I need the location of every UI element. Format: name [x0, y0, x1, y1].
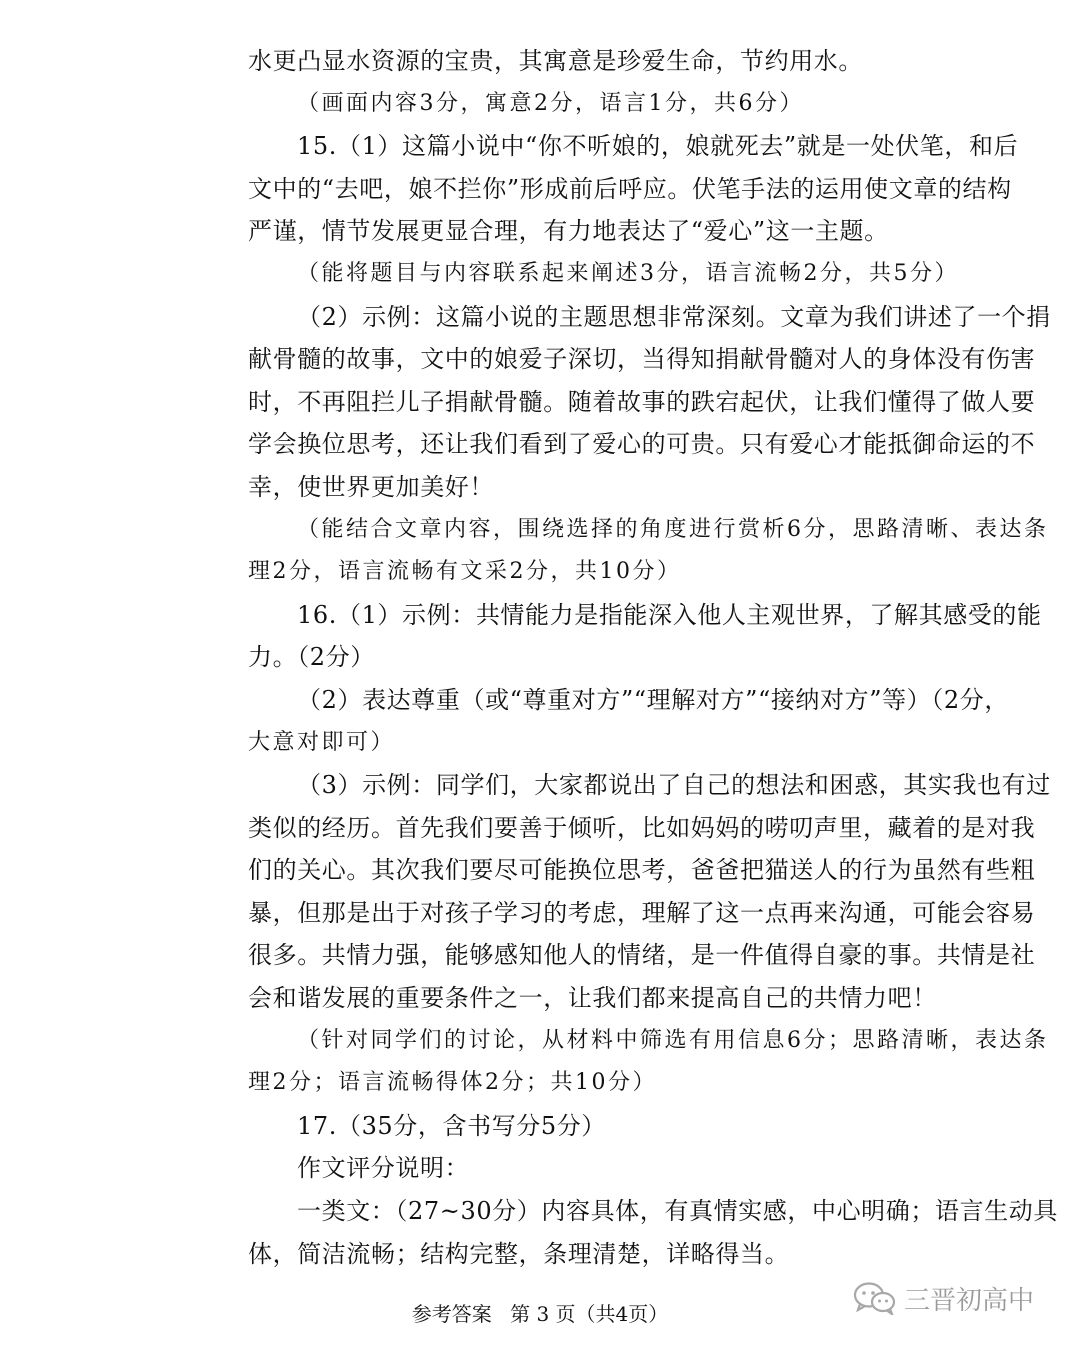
text-line: 力。（2分） — [248, 643, 375, 672]
scoring-note-line: （针对同学们的讨论，从材料中筛选有用信息6分；思路清晰，表达条 — [297, 1027, 1049, 1053]
text-line: 作文评分说明： — [297, 1154, 470, 1183]
text-line: （3）示例：同学们，大家都说出了自己的想法和困惑，其实我也有过 — [297, 771, 1051, 800]
text-line: 类似的经历。首先我们要善于倾听，比如妈妈的唠叨声里，藏着的是对我 — [248, 813, 1036, 842]
text-line: 一类文：（27~30分）内容具体，有真情实感，中心明确；语言生动具 — [297, 1197, 1058, 1226]
wechat-icon — [852, 1281, 898, 1315]
text-line: （2）表达尊重（或“尊重对方”“理解对方”“接纳对方”等）（2分， — [297, 685, 1009, 714]
text-line: 17.（35分，含书写分5分） — [297, 1111, 606, 1140]
scoring-note-line: （能结合文章内容，围绕选择的角度进行赏析6分，思路清晰、表达条 — [297, 516, 1049, 542]
answer-document — [248, 40, 1060, 1275]
footer-label: 参考答案 — [411, 1302, 492, 1326]
text-line: 们的关心。其次我们要尽可能换位思考，爸爸把猫送人的行为虽然有些粗 — [248, 856, 1036, 885]
text-line: 15.（1）这篇小说中“你不听娘的，娘就死去”就是一处伏笔，和后 — [297, 132, 1019, 161]
text-line: 16.（1）示例：共情能力是指能深入他人主观世界，了解其感受的能 — [297, 600, 1042, 629]
text-line: 暴，但那是出于对孩子学习的考虑，理解了这一点再来沟通，可能会容易 — [248, 898, 1036, 927]
scoring-note-line: 理2分；语言流畅得体2分；共10分） — [248, 1070, 657, 1096]
text-line: 水更凸显水资源的宝贵，其寓意是珍爱生命，节约用水。 — [248, 47, 863, 75]
scoring-note-line: （能将题目与内容联系起来阐述3分，语言流畅2分，共5分） — [297, 260, 959, 286]
text-line: 严谨，情节发展更显合理，有力地表达了“爱心”这一主题。 — [248, 217, 889, 246]
text-line: 时，不再阻拦儿子捐献骨髓。随着故事的跌宕起伏，让我们懂得了做人要 — [248, 387, 1036, 416]
text-line: 文中的“去吧，娘不拦你”形成前后呼应。伏笔手法的运用使文章的结构 — [248, 174, 1012, 203]
text-line: 学会换位思考，还让我们看到了爱心的可贵。只有爱心才能抵御命运的不 — [248, 430, 1036, 459]
scoring-note-line: 大意对即可） — [248, 729, 396, 755]
text-line: 很多。共情力强，能够感知他人的情绪，是一件值得自豪的事。共情是社 — [248, 941, 1036, 970]
text-line: 献骨髓的故事，文中的娘爱子深切，当得知捐献骨髓对人的身体没有伤害 — [248, 345, 1036, 374]
watermark — [852, 1278, 1034, 1318]
text-line: 幸，使世界更加美好！ — [248, 472, 494, 501]
text-line: 会和谐发展的重要条件之一，让我们都来提高自己的共情力吧！ — [248, 984, 937, 1013]
scoring-note-line: （画面内容3分，寓意2分，语言1分，共6分） — [297, 90, 804, 116]
text-line: 体，简洁流畅；结构完整，条理清楚，详略得当。 — [248, 1239, 790, 1268]
watermark-text: 三晋初高中 — [904, 1285, 1035, 1316]
scoring-note-line: 理2分，语言流畅有文采2分，共10分） — [248, 559, 682, 585]
page-number: 第 3 页（共4页） — [510, 1302, 669, 1326]
text-line: （2）示例：这篇小说的主题思想非常深刻。文章为我们讲述了一个捐 — [297, 302, 1051, 331]
